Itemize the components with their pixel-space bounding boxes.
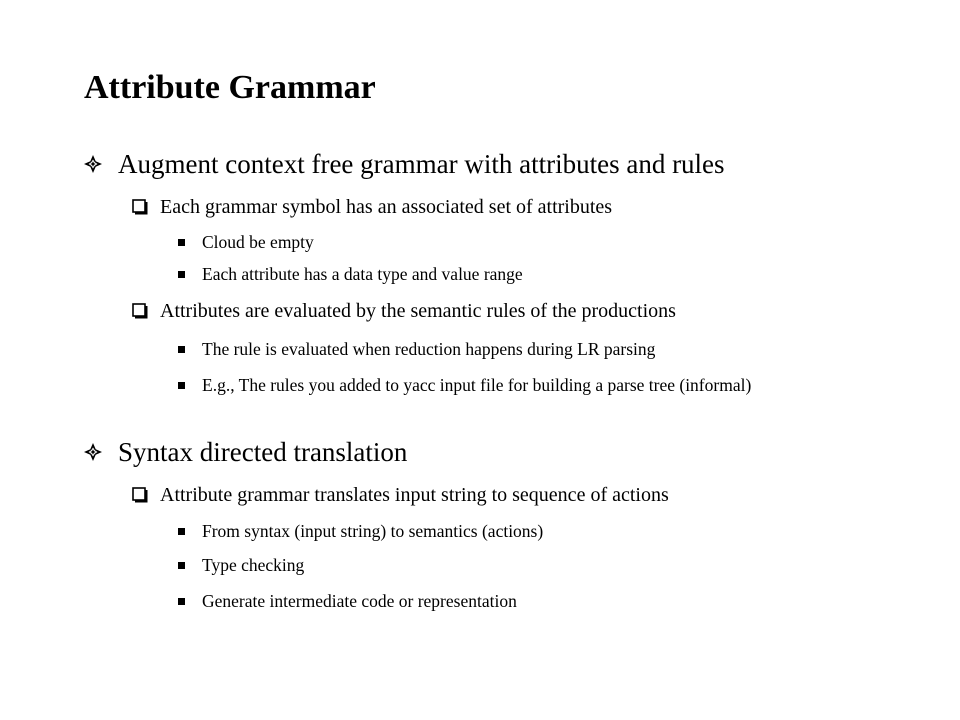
filled-square-icon bbox=[178, 562, 185, 569]
hollow-square-icon bbox=[132, 487, 148, 503]
bullet-text: Attribute grammar translates input string to sequence of actions bbox=[160, 484, 669, 506]
filled-square-icon bbox=[178, 598, 185, 605]
bullet-text: Augment context free grammar with attributes and rules bbox=[118, 149, 725, 179]
hollow-square-icon bbox=[132, 199, 148, 215]
bullet-text: Each grammar symbol has an associated set of attributes bbox=[160, 196, 613, 218]
slide-title: Attribute Grammar bbox=[84, 69, 376, 106]
bullet-text: Generate intermediate code or representation bbox=[202, 591, 517, 611]
bullet-text: Type checking bbox=[202, 555, 305, 575]
filled-square-icon bbox=[178, 382, 185, 389]
bullet-text: The rule is evaluated when reduction happens during LR parsing bbox=[202, 339, 656, 359]
bullet-text: Each attribute has a data type and value range bbox=[202, 264, 523, 284]
diamond-four-icon bbox=[84, 443, 102, 461]
filled-square-icon bbox=[178, 528, 185, 535]
diamond-four-icon bbox=[84, 155, 102, 173]
filled-square-icon bbox=[178, 346, 185, 353]
filled-square-icon bbox=[178, 239, 185, 246]
filled-square-icon bbox=[178, 271, 185, 278]
bullet-text: Cloud be empty bbox=[202, 232, 314, 252]
bullet-text: From syntax (input string) to semantics (actions) bbox=[202, 521, 544, 541]
hollow-square-icon bbox=[132, 303, 148, 319]
bullet-text: E.g., The rules you added to yacc input file for building a parse tree (informal) bbox=[202, 375, 752, 395]
bullet-text: Attributes are evaluated by the semantic rules of the productions bbox=[160, 300, 676, 322]
bullet-text: Syntax directed translation bbox=[118, 437, 408, 467]
